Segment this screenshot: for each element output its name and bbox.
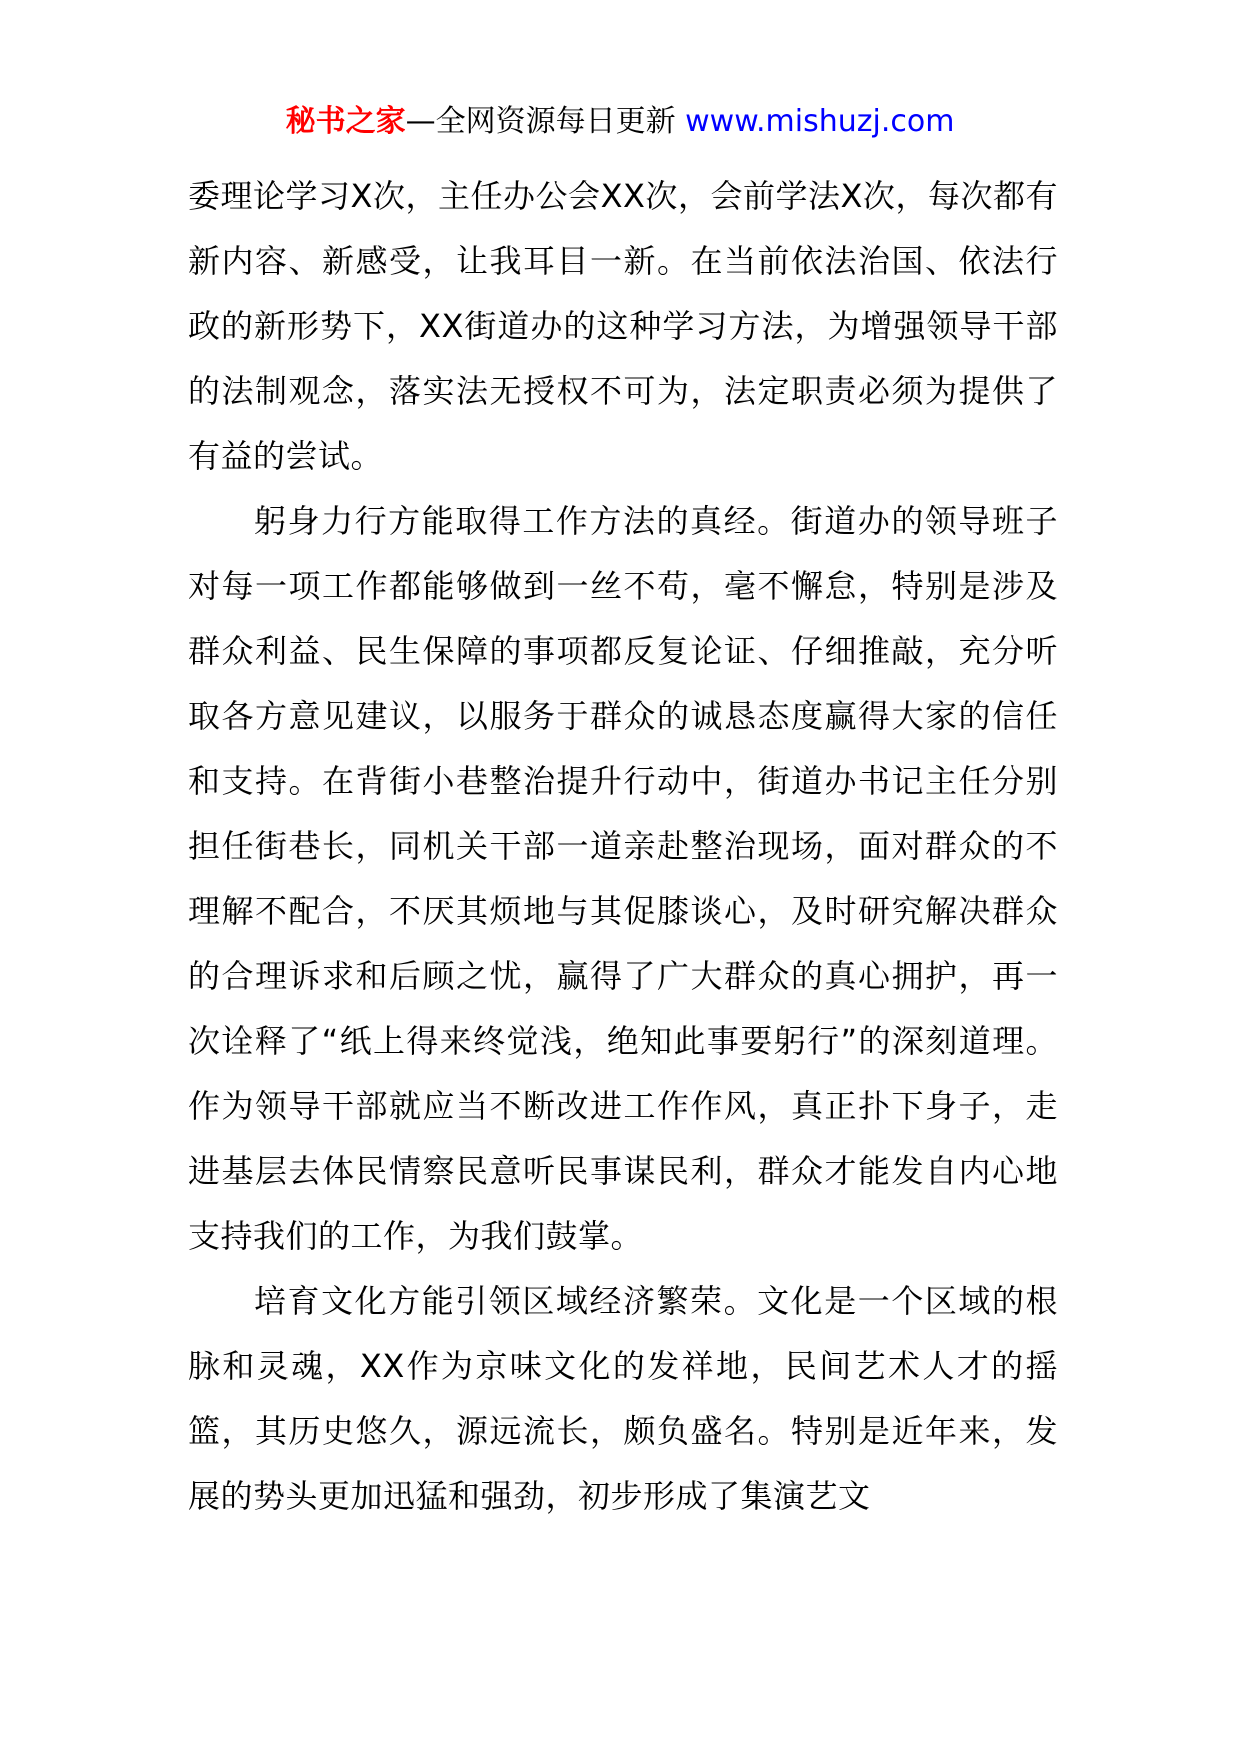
site-tagline: —全网资源每日更新 (405, 104, 676, 139)
paragraph-culture: 培育文化方能引领区域经济繁荣。文化是一个区域的根脉和灵魂，XX作为京味文化的发祥地，民间艺术人才的摇篮，其历史悠久，源远流长，颇负盛名。特别是近年来，发展的势头更加迅猛和强劲，初步形成了集演艺文 (188, 1282, 1058, 1515)
site-url-link[interactable]: www.mishuzj.com (685, 104, 955, 139)
site-brand: 秘书之家 (285, 104, 406, 139)
site-header (0, 100, 1240, 144)
paragraph-continuation: 委理论学习X次，主任办公会XX次，会前学法X次，每次都有新内容、新感受，让我耳目一新。在当前依法治国、依法行政的新形势下，XX街道办的这种学习方法，为增强领导干部的法制观念，落实法无授权不可为，法定职责必须为提供了有益的尝试。 (188, 177, 1058, 475)
paragraph-work-method: 躬身力行方能取得工作方法的真经。街道办的领导班子对每一项工作都能够做到一丝不苟，毫不懈怠，特别是涉及群众利益、民生保障的事项都反复论证、仔细推敲，充分听取各方意见建议，以服务于群众的诚恳态度赢得大家的信任和支持。在背街小巷整治提升行动中，街道办书记主任分别担任街巷长，同机关干部一道亲赴整治现场，面对群众的不理解不配合，不厌其烦地与其促膝谈心，及时研究解决群众的合理诉求和后顾之忧，赢得了广大群众的真心拥护，再一次诠释了“纸上得来终觉浅，绝知此事要躬行”的深刻道理。作为领导干部就应当不断改进工作作风，真正扑下身子，走进基层去体民情察民意听民事谋民利，群众才能发自内心地支持我们的工作，为我们鼓掌。 (188, 502, 1058, 1255)
document-body (188, 164, 1058, 1529)
